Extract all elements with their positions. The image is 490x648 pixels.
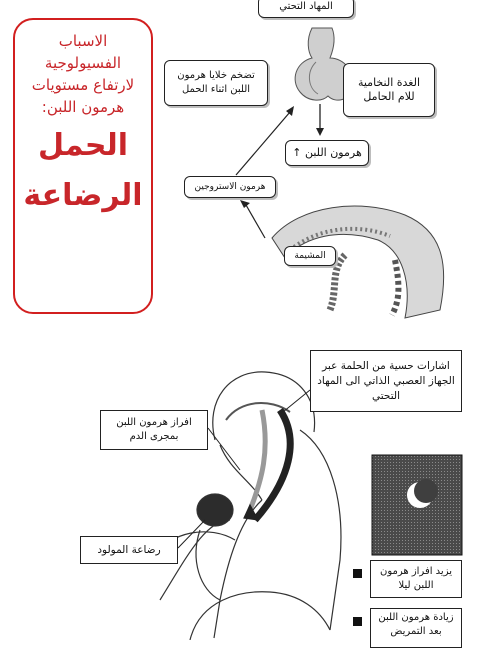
panel-word-breastfeeding: الرضاعة bbox=[23, 178, 143, 213]
cells-growth-box: تضخم خلايا هرمون اللبن اثناء الحمل bbox=[164, 60, 268, 106]
placenta-label: المشيمة bbox=[284, 246, 336, 266]
suckling-increase-box: زيادة هرمون اللبن بعد التمريض bbox=[370, 608, 462, 648]
red-info-panel bbox=[13, 18, 153, 314]
leader-sensory-signals bbox=[283, 390, 310, 412]
bullet-suckling bbox=[353, 617, 362, 626]
arrow-placenta-to-estrogen bbox=[246, 205, 265, 238]
arrow-estrogen-to-cells bbox=[236, 112, 290, 175]
panel-word-pregnancy: الحمل bbox=[37, 128, 129, 163]
leader-infant-suckling bbox=[178, 520, 205, 548]
night-increase-box: يزيد افراز هرمون اللبن ليلا bbox=[370, 560, 462, 598]
infant-suckling-box: رضاعة المولود bbox=[80, 536, 178, 564]
leader-prolactin-release bbox=[208, 428, 240, 470]
pituitary-label-box: الغدة النخامية للام الحامل bbox=[343, 63, 435, 117]
panel-subtitle: الاسباب الفسيولوجية لارتفاع مستويات هرمون اللبن: bbox=[31, 32, 135, 116]
night-moon-illustration bbox=[372, 455, 462, 555]
prolactin-up-box: هرمون اللبن ↑ bbox=[285, 140, 369, 166]
prolactin-release-box: افراز هرمون اللبن بمجرى الدم bbox=[100, 410, 208, 450]
bullet-night bbox=[353, 569, 362, 578]
hypothalamus-box: المهاد التحتي bbox=[258, 0, 354, 18]
estrogen-box: هرمون الاستروجين bbox=[184, 176, 276, 198]
sensory-signals-box: اشارات حسية من الحلمة عبر الجهاز العصبي الذاتي الى المهاد التحتي bbox=[310, 350, 462, 412]
